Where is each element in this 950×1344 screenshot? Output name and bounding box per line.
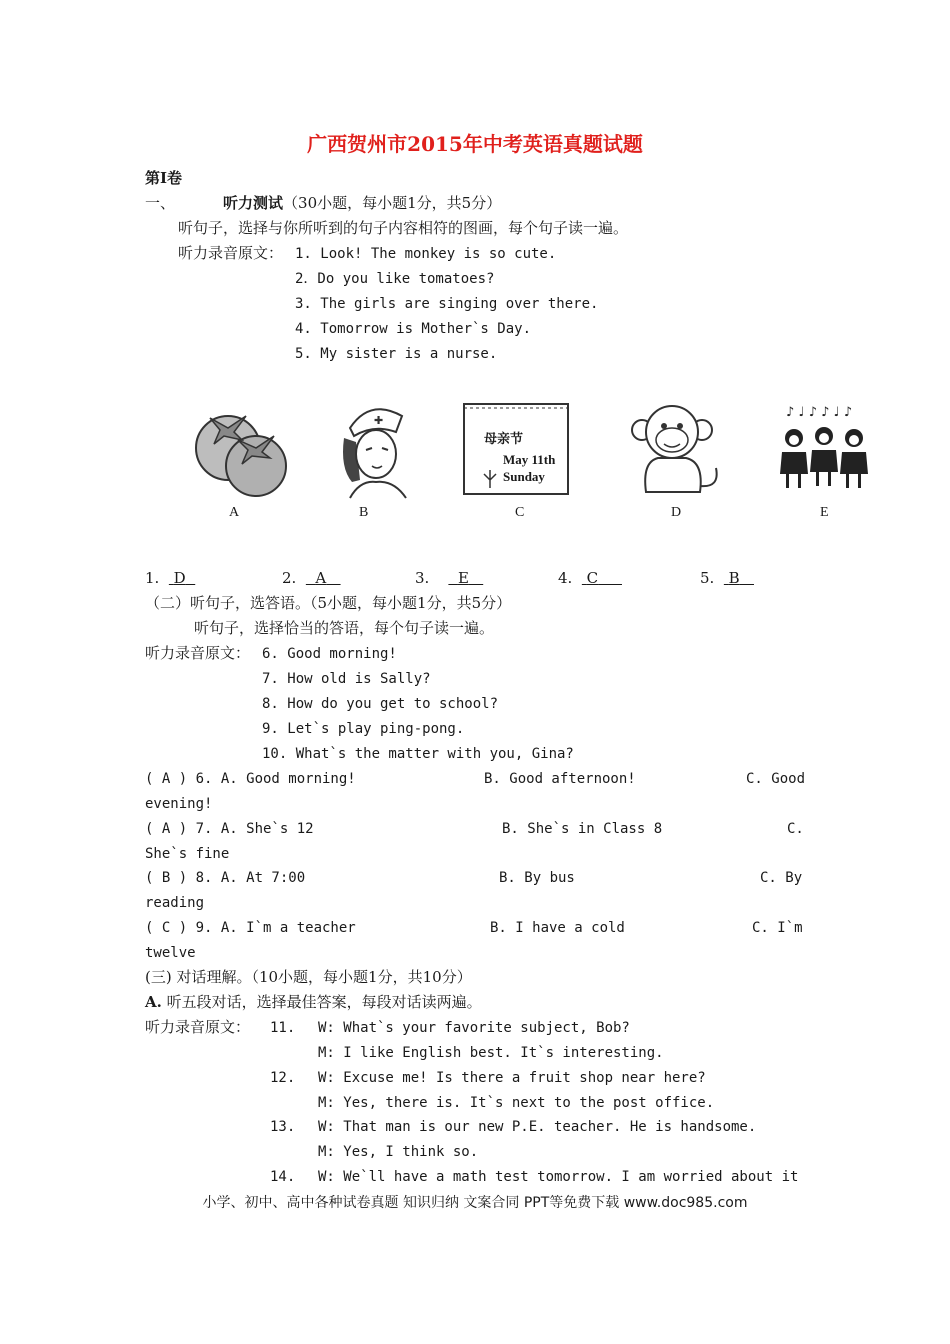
- picture-label-a: A: [229, 505, 240, 520]
- svg-text:♪ ♩ ♪ ♪ ♩ ♪: ♪ ♩ ♪ ♪ ♩ ♪: [786, 405, 853, 420]
- question-7-option-c: C.: [787, 821, 804, 837]
- dialogue-14-woman: W: We`ll have a math test tomorrow. I am worried about it: [318, 1169, 799, 1185]
- calendar-day: Sunday: [503, 469, 545, 484]
- page-footer: 小学、初中、高中各种试卷真题 知识归纳 文案合同 PPT等免费下载 www.doc985.com: [202, 1195, 748, 1211]
- question-6-option-b: B. Good afternoon!: [484, 771, 636, 787]
- calendar-holiday: 母亲节: [484, 432, 524, 447]
- part1-line-4: 4. Tomorrow is Mother`s Day.: [295, 321, 532, 337]
- dialogue-14-number: 14.: [270, 1169, 296, 1185]
- part1-instruction: 听句子，选择与你所听到的句子内容相符的图画，每个句子读一遍。: [178, 219, 629, 237]
- part1-script-label: 听力录音原文：: [178, 244, 284, 262]
- part3-sub-a: [145, 992, 482, 1012]
- dialogue-13-man: M: Yes, I think so.: [318, 1144, 479, 1160]
- dialogue-11-number: 11.: [270, 1020, 296, 1036]
- answer-5-number: 5.: [700, 569, 715, 587]
- part2-line-8: 8. How do you get to school?: [262, 696, 499, 712]
- question-8-stem: ( B ) 8. A. At 7:00: [145, 870, 306, 886]
- part1-name: 听力测试: [223, 194, 284, 212]
- answer-2-number: 2.: [282, 569, 297, 587]
- part2-heading: （二）听句子，选答语。（5小题，每小题1分，共5分）: [145, 594, 512, 612]
- answer-3-value: E: [457, 569, 469, 587]
- picture-label-c: C: [515, 505, 525, 520]
- part2-script-label: 听力录音原文：: [145, 644, 251, 662]
- question-7-stem: ( A ) 7. A. She`s 12: [145, 821, 314, 837]
- part2-line-9: 9. Let`s play ping-pong.: [262, 721, 465, 737]
- part3-heading: (三) 对话理解。（10小题，每小题1分，共10分）: [145, 968, 472, 986]
- answer-4-number: 4.: [558, 569, 573, 587]
- part3-sub-a-text: 听五段对话，选择最佳答案，每段对话读两遍。: [166, 993, 482, 1011]
- part2-line-6: 6. Good morning!: [262, 646, 397, 662]
- dialogue-13-woman: W: That man is our new P.E. teacher. He is handsome.: [318, 1119, 757, 1135]
- answer-3-number: 3.: [415, 569, 430, 587]
- tomatoes-picture: [190, 400, 300, 500]
- dialogue-12-woman: W: Excuse me! Is there a fruit shop near here?: [318, 1070, 706, 1086]
- picture-label-b: B: [359, 505, 369, 520]
- question-7-option-b: B. She`s in Class 8: [502, 821, 663, 837]
- answer-4: [558, 568, 622, 588]
- section-heading: 第Ⅰ卷: [145, 169, 183, 187]
- document-title: 广西贺州市2015年中考英语真题试题: [307, 132, 643, 156]
- question-8-option-c: C. By: [760, 870, 803, 886]
- answer-3: [415, 568, 483, 588]
- dialogue-12-man: M: Yes, there is. It`s next to the post office.: [318, 1095, 715, 1111]
- question-6-wrap: evening!: [145, 796, 213, 812]
- monkey-picture: [624, 402, 724, 498]
- answer-2-value: A: [315, 569, 327, 587]
- question-8-option-b: B. By bus: [499, 870, 575, 886]
- answer-5-value: B: [728, 569, 740, 587]
- dialogue-13-number: 13.: [270, 1119, 296, 1135]
- picture-label-e: E: [820, 505, 829, 520]
- answer-1-value: D: [173, 569, 186, 587]
- question-7-wrap: She`s fine: [145, 846, 230, 862]
- dialogue-12-number: 12.: [270, 1070, 296, 1086]
- part1-line-1: 1. Look! The monkey is so cute.: [295, 246, 557, 262]
- part2-line-7: 7. How old is Sally?: [262, 671, 431, 687]
- singing-girls-picture: [772, 400, 876, 498]
- part1-line-5: 5. My sister is a nurse.: [295, 346, 498, 362]
- question-6-stem: ( A ) 6. A. Good morning!: [145, 771, 356, 787]
- nurse-picture: [330, 398, 420, 500]
- question-8-wrap: reading: [145, 895, 205, 911]
- question-9-wrap: twelve: [145, 945, 196, 961]
- answer-5: [700, 568, 754, 588]
- question-9-option-c: C. I`m: [752, 920, 803, 936]
- picture-label-d: D: [671, 505, 682, 520]
- dialogue-11-woman: W: What`s your favorite subject, Bob?: [318, 1020, 630, 1036]
- dialogue-11-man: M: I like English best. It`s interesting.: [318, 1045, 664, 1061]
- part1-line-3: 3. The girls are singing over there.: [295, 296, 599, 312]
- question-9-stem: ( C ) 9. A. I`m a teacher: [145, 920, 356, 936]
- answer-2: [282, 568, 341, 588]
- part1-desc: （30小题，每小题1分，共5分）: [283, 194, 502, 212]
- part2-instruction: 听句子，选择恰当的答语，每个句子读一遍。: [194, 619, 495, 637]
- answer-1: [145, 568, 195, 588]
- part1-line-2: 2．Do you like tomatoes?: [295, 271, 495, 287]
- part3-script-label: 听力录音原文：: [145, 1018, 251, 1036]
- part3-sub-a-label: A.: [145, 993, 162, 1011]
- question-6-option-c: C. Good: [746, 771, 806, 787]
- answer-1-number: 1.: [145, 569, 160, 587]
- part1-number: 一、: [145, 194, 176, 212]
- calendar-date: May 11th: [503, 452, 556, 467]
- part1-heading: [145, 193, 501, 213]
- svg-text:✚: ✚: [374, 414, 384, 427]
- part2-line-10: 10. What`s the matter with you, Gina?: [262, 746, 574, 762]
- answer-4-value: C: [586, 569, 599, 587]
- question-9-option-b: B. I have a cold: [490, 920, 625, 936]
